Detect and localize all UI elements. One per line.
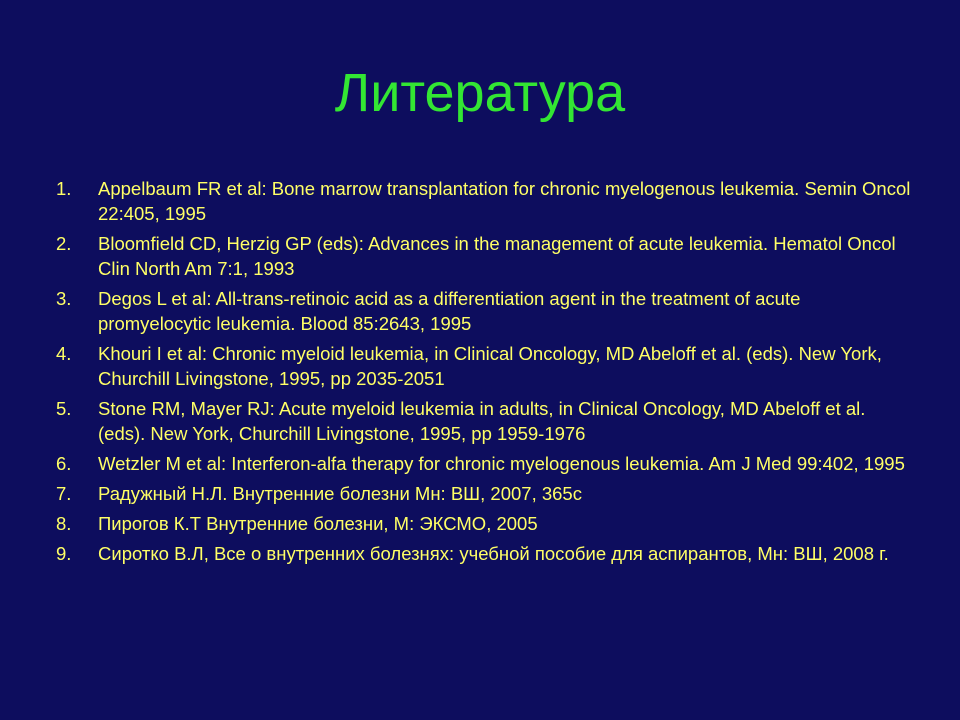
reference-number: 7. <box>56 483 72 504</box>
reference-text: Bloomfield CD, Herzig GP (eds): Advances in the management of acute leukemia. Hematol Oncol Clin North Am 7:1, 1993 <box>98 233 896 279</box>
reference-item <box>56 511 916 536</box>
reference-item <box>56 481 916 506</box>
reference-text: Пирогов К.Т Внутренние болезни, М: ЭКСМО, 2005 <box>98 513 538 534</box>
reference-number: 2. <box>56 233 72 254</box>
reference-number: 8. <box>56 513 72 534</box>
reference-number: 5. <box>56 398 72 419</box>
reference-text: Wetzler M et al: Interferon-alfa therapy for chronic myelogenous leukemia. Am J Med 99:402, 1995 <box>98 453 905 474</box>
reference-item <box>56 451 916 476</box>
reference-text: Сиротко В.Л, Все о внутренних болезнях: учебной пособие для аспирантов, Мн: ВШ, 2008 г. <box>98 543 889 564</box>
reference-number: 4. <box>56 343 72 364</box>
reference-item <box>56 541 916 566</box>
reference-number: 3. <box>56 288 72 309</box>
reference-item <box>56 341 916 391</box>
reference-item <box>56 231 916 281</box>
reference-item <box>56 286 916 336</box>
reference-text: Радужный Н.Л. Внутренние болезни Мн: ВШ, 2007, 365с <box>98 483 582 504</box>
reference-list <box>56 176 916 571</box>
reference-text: Khouri I et al: Chronic myeloid leukemia, in Clinical Oncology, MD Abeloff et al. (eds). New York, Churchill Livingstone, 1995, pp 2035-2051 <box>98 343 882 389</box>
reference-number: 6. <box>56 453 72 474</box>
reference-item <box>56 396 916 446</box>
slide-title: Литература <box>334 63 626 123</box>
reference-number: 9. <box>56 543 72 564</box>
reference-text: Stone RM, Mayer RJ: Acute myeloid leukemia in adults, in Clinical Oncology, MD Abeloff et al. (eds). New York, Churchill Livingstone, 1995, pp 1959-1976 <box>98 398 866 444</box>
reference-text: Appelbaum FR et al: Bone marrow transplantation for chronic myelogenous leukemia. Semin Oncol 22:405, 1995 <box>98 178 911 224</box>
reference-text: Degos L et al: All-trans-retinoic acid as a differentiation agent in the treatment of acute promyelocytic leukemia. Blood 85:2643, 1995 <box>98 288 801 334</box>
reference-item <box>56 176 916 226</box>
reference-number: 1. <box>56 178 72 199</box>
